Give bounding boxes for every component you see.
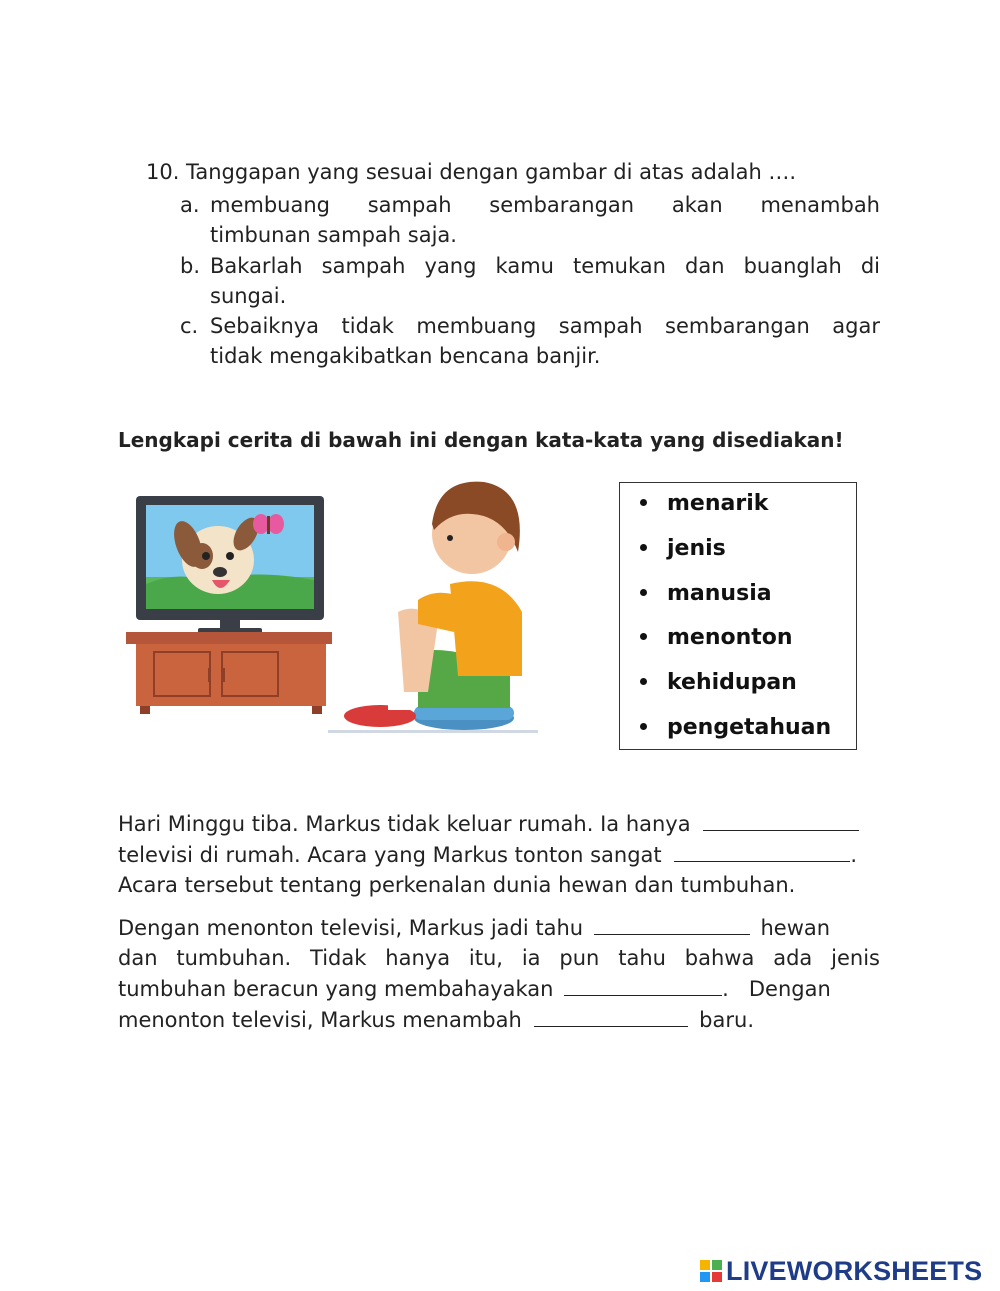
option-b (180, 251, 880, 311)
boy-watching-tv-illustration (118, 472, 548, 740)
option-b-line1: Bakarlah sampah yang kamu temukan dan buanglah di (210, 254, 880, 278)
story-line: dan tumbuhan. Tidak hanya itu, ia pun tahu bahwa ada jenis (118, 946, 880, 970)
blank-input-5[interactable] (534, 1004, 688, 1027)
word-bank-item: menarik (640, 491, 768, 516)
word-bank-item: kehidupan (640, 670, 797, 695)
boy-figure (344, 482, 522, 730)
option-b-line2: sungai. (210, 284, 287, 308)
bullet-icon (640, 723, 647, 730)
story-line: Dengan menonton televisi, Markus jadi tahu hewan (118, 912, 880, 943)
option-letter: c. (180, 314, 199, 338)
story-line: Hari Minggu tiba. Markus tidak keluar rumah. Ia hanya (118, 808, 880, 839)
bullet-icon (640, 544, 647, 551)
option-letter: a. (180, 193, 200, 217)
bullet-icon (640, 589, 647, 596)
logo-text: LIVEWORKSHEETS (726, 1255, 983, 1286)
story-line: tumbuhan beracun yang membahayakan . Dengan (118, 973, 880, 1004)
word-bank-item: jenis (640, 536, 726, 561)
word-bank-item: manusia (640, 581, 772, 606)
word-bank-item: menonton (640, 625, 793, 650)
question-text: Tanggapan yang sesuai dengan gambar di atas adalah …. (186, 160, 797, 184)
option-c-line2: tidak mengakibatkan bencana banjir. (210, 344, 601, 368)
option-a-line2: timbunan sampah saja. (210, 223, 457, 247)
tv-cabinet (126, 632, 332, 714)
question-number: 10. (146, 160, 180, 184)
blank-input-2[interactable] (674, 839, 850, 862)
blank-input-3[interactable] (594, 912, 750, 935)
option-c-line1: Sebaiknya tidak membuang sampah sembarangan agar (210, 314, 880, 338)
option-a (180, 190, 880, 250)
television-icon (136, 496, 324, 634)
story-line: televisi di rumah. Acara yang Markus tonton sangat . (118, 839, 880, 870)
story-line: Acara tersebut tentang perkenalan dunia hewan dan tumbuhan. (118, 873, 796, 897)
option-a-line1: membuang sampah sembarangan akan menambah (210, 193, 880, 217)
bullet-icon (640, 678, 647, 685)
story-paragraph-2 (118, 912, 880, 1035)
word-bank (619, 482, 857, 750)
blank-input-1[interactable] (703, 808, 859, 831)
option-letter: b. (180, 254, 201, 278)
story-line: menonton televisi, Markus menambah baru. (118, 1004, 880, 1035)
story-paragraph-1 (118, 808, 880, 900)
liveworksheets-logo (700, 1255, 983, 1286)
blank-input-4[interactable] (564, 973, 722, 996)
instruction-heading: Lengkapi cerita di bawah ini dengan kata-kata yang disediakan! (118, 428, 844, 452)
word-bank-item: pengetahuan (640, 715, 831, 740)
bullet-icon (640, 499, 647, 506)
option-c (180, 311, 880, 371)
logo-mark-icon (700, 1260, 722, 1282)
bullet-icon (640, 633, 647, 640)
